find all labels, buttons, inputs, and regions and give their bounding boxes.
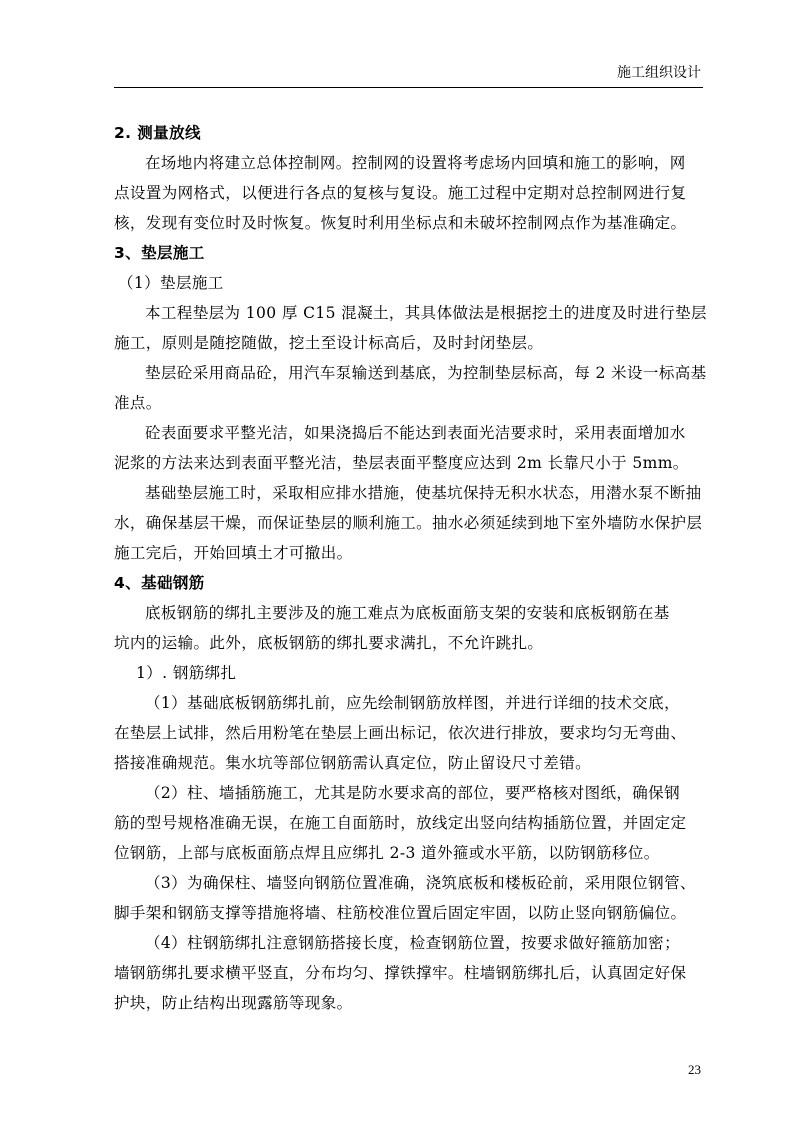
paragraph-line: 位钢筋，上部与底板面筋点焊且应绑扎 2-3 道外箍或水平筋，以防钢筋移位。 [114, 844, 660, 862]
paragraph-line: 本工程垫层为 100 厚 C15 混凝土，其具体做法是根据挖土的进度及时进行垫层 [145, 304, 707, 322]
paragraph-line: 在场地内将建立总体控制网。控制网的设置将考虑场内回填和施工的影响，网 [145, 154, 686, 172]
paragraph-line: （1）垫层施工 [118, 274, 224, 292]
paragraph-line: 墙钢筋绑扎要求横平竖直，分布均匀、撑铁撑牢。柱墙钢筋绑扎后，认真固定好保 [114, 964, 687, 982]
paragraph-line: 基础垫层施工时，采取相应排水措施，使基坑保持无积水状态，用潜水泵不断抽 [145, 484, 702, 502]
page-number: 23 [688, 1062, 701, 1077]
paragraph-line: 护块，防止结构出现露筋等现象。 [114, 994, 353, 1012]
paragraph-line: 施工，原则是随挖随做，挖土至设计标高后，及时封闭垫层。 [114, 334, 544, 352]
paragraph-line: 施工完后，开始回填土才可撤出。 [114, 544, 353, 562]
paragraph-line: 垫层砼采用商品砼，用汽车泵输送到基底，为控制垫层标高，每 2 米设一标高基 [145, 364, 707, 382]
paragraph-line: 搭接准确规范。集水坑等部位钢筋需认真定位，防止留设尺寸差错。 [114, 754, 592, 772]
paragraph-line: 泥浆的方法来达到表面平整光洁，垫层表面平整度应达到 2m 长靠尺小于 5mm。 [114, 454, 689, 472]
section-heading: 2. 测量放线 [114, 124, 201, 142]
paragraph-line: 筋的型号规格准确无误，在施工自面筋时，放线定出竖向结构插筋位置，并固定定 [114, 814, 687, 832]
paragraph-line: 准点。 [114, 394, 162, 412]
header-title: 施工组织设计 [617, 65, 701, 81]
paragraph-line: （1）基础底板钢筋绑扎前，应先绘制钢筋放样图，并进行详细的技术交底， [145, 694, 680, 712]
header-divider [114, 87, 703, 88]
paragraph-line: 点设置为网格式，以便进行各点的复核与复设。施工过程中定期对总控制网进行复 [114, 184, 687, 202]
paragraph-line: 底板钢筋的绑扎主要涉及的施工难点为底板面筋支架的安装和底板钢筋在基 [145, 604, 670, 622]
section-heading: 4、基础钢筋 [114, 574, 205, 592]
document-body [114, 118, 712, 1018]
paragraph-line: 坑内的运输。此外，底板钢筋的绑扎要求满扎，不允许跳扎。 [114, 634, 544, 652]
paragraph-line: （2）柱、墙插筋施工，尤其是防水要求高的部位，要严格核对图纸，确保钢 [145, 784, 680, 802]
paragraph-line: 砼表面要求平整光洁，如果浇捣后不能达到表面光洁要求时，采用表面增加水 [145, 424, 686, 442]
section-heading: 3、垫层施工 [114, 244, 205, 262]
paragraph-line: （4）柱钢筋绑扎注意钢筋搭接长度，检查钢筋位置，按要求做好箍筋加密； [145, 934, 680, 952]
paragraph-line: 脚手架和钢筋支撑等措施将墙、柱筋校准位置后固定牢固，以防止竖向钢筋偏位。 [114, 904, 687, 922]
paragraph-line: 水，确保基层干燥，而保证垫层的顺利施工。抽水必须延续到地下室外墙防水保护层 [114, 514, 703, 532]
paragraph-line: 在垫层上试排，然后用粉笔在垫层上画出标记，依次进行排放，要求均匀无弯曲、 [114, 724, 687, 742]
paragraph-line: 核，发现有变位时及时恢复。恢复时利用坐标点和未破坏控制网点作为基准确定。 [114, 214, 687, 232]
paragraph-line: 1）. 钢筋绑扎 [136, 664, 237, 682]
paragraph-line: （3）为确保柱、墙竖向钢筋位置准确，浇筑底板和楼板砼前，采用限位钢管、 [145, 874, 696, 892]
